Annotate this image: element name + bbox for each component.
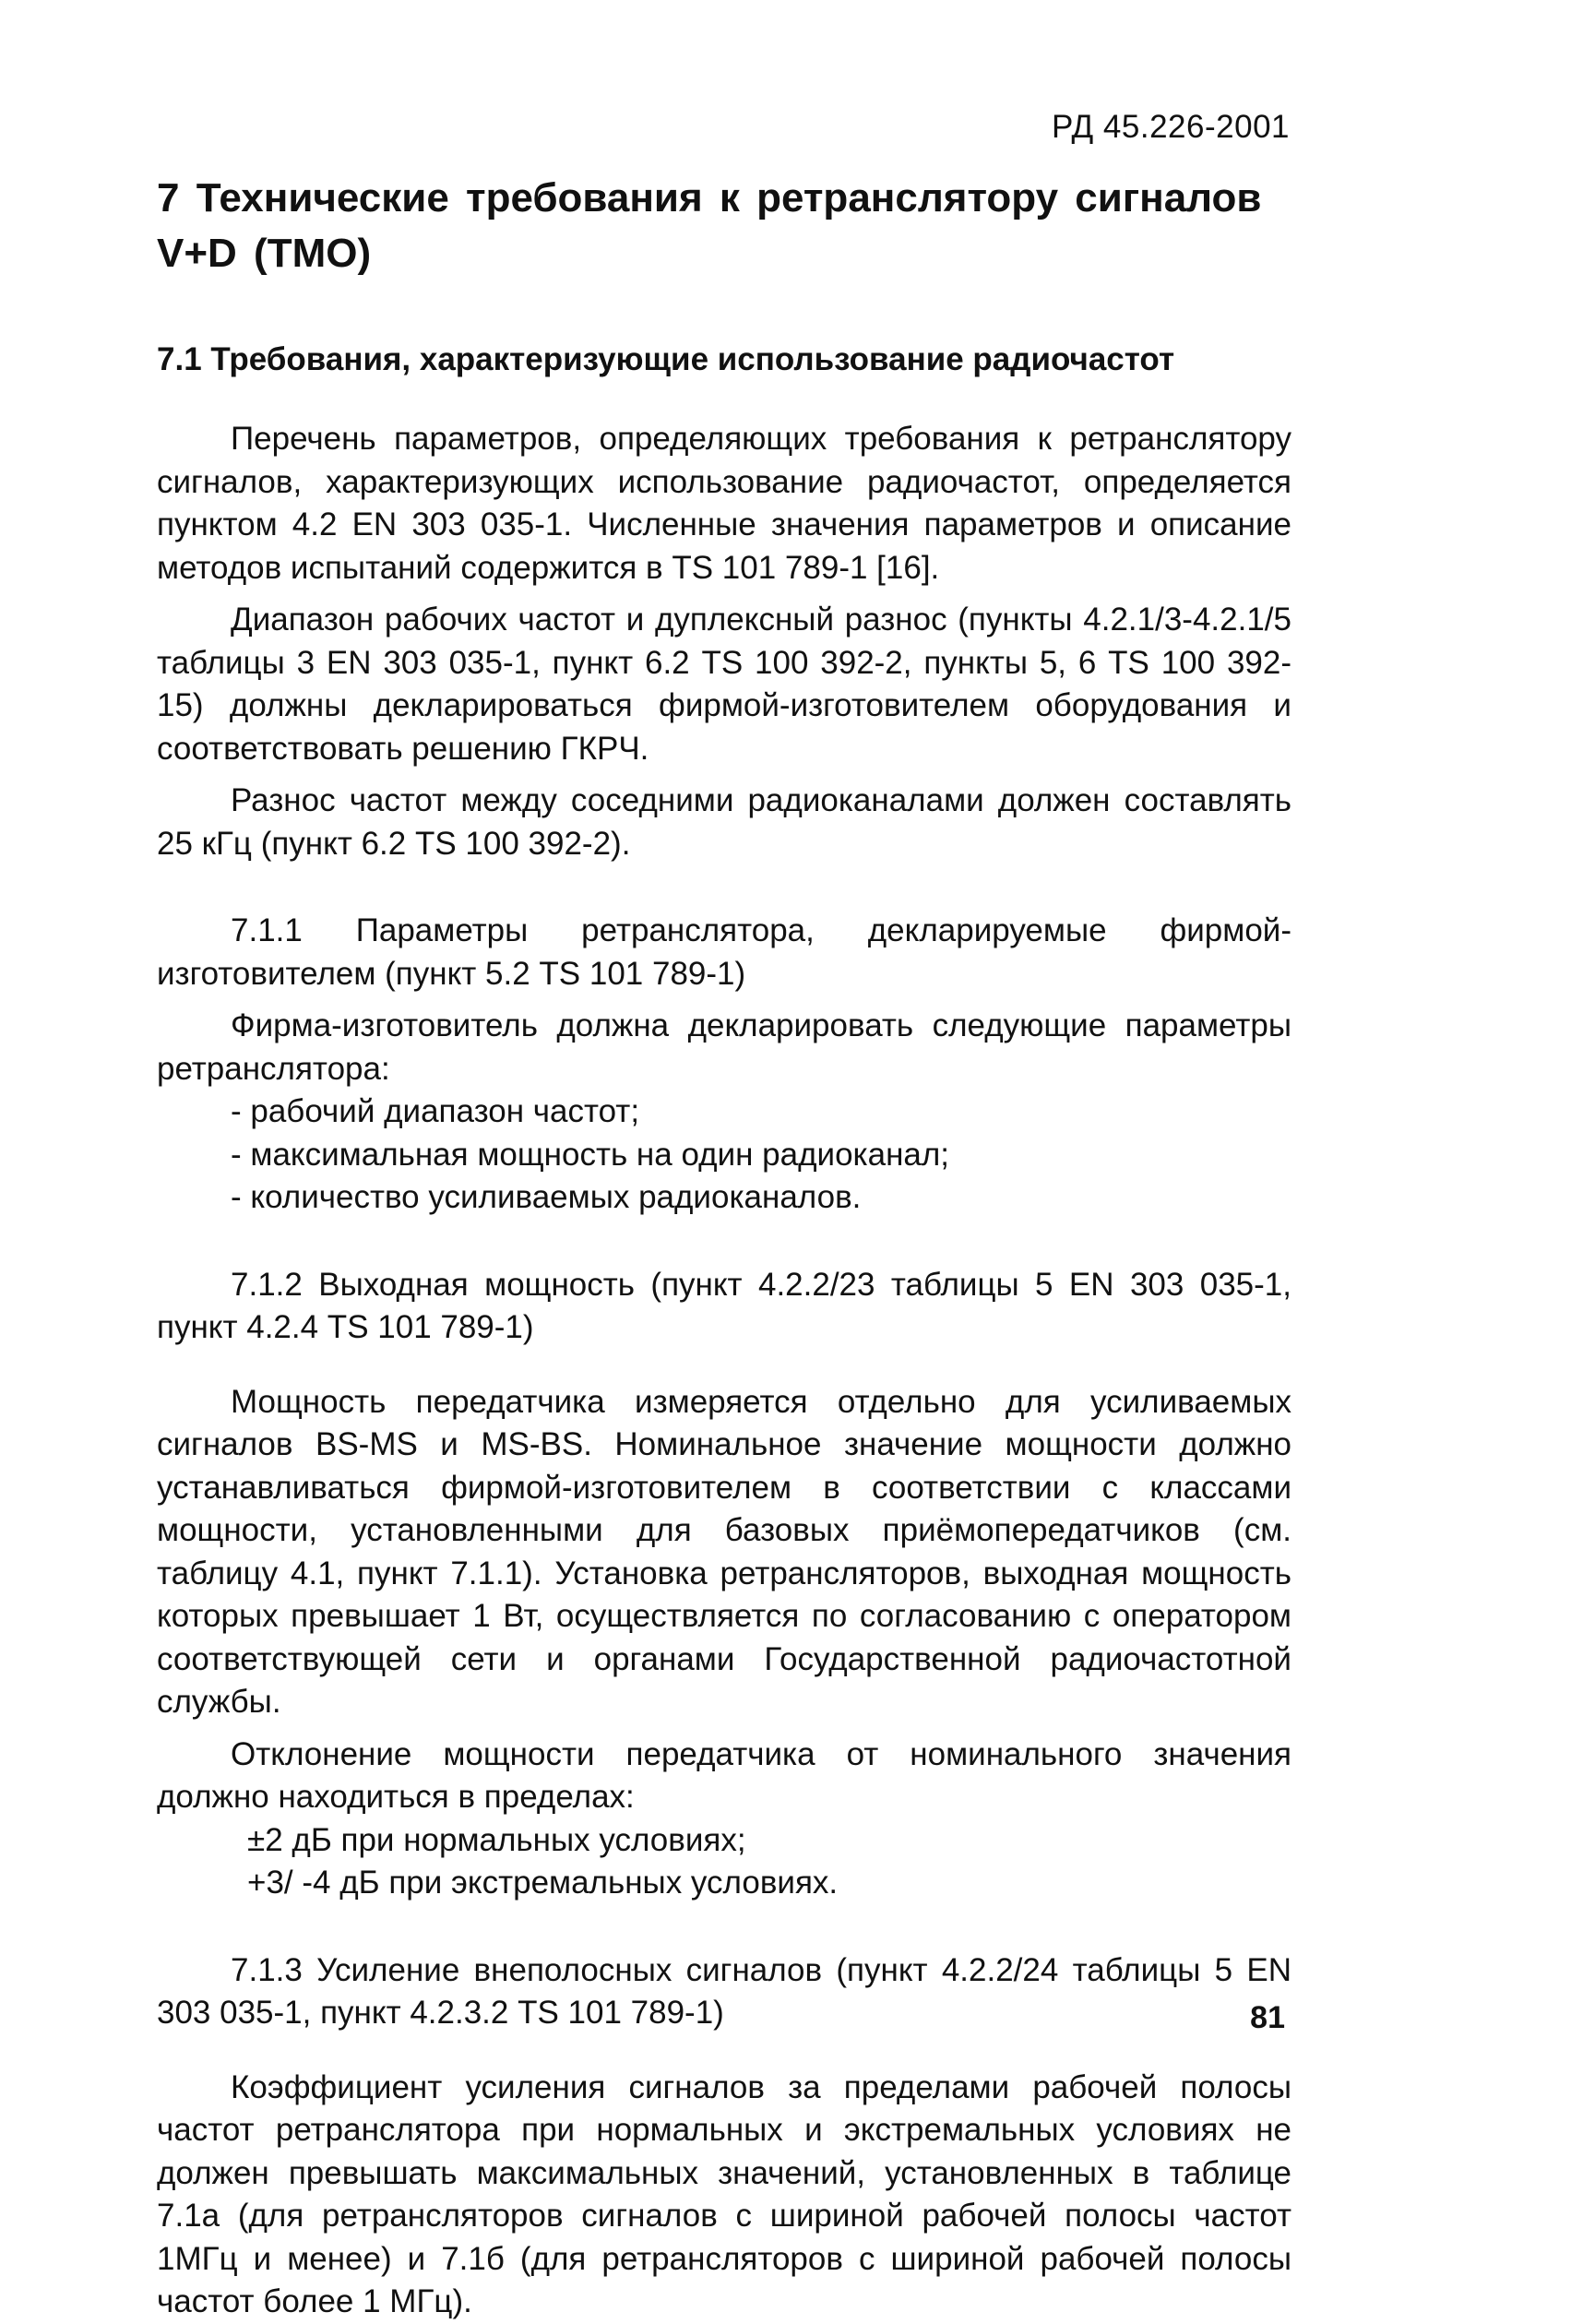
clause-7-1-2-title: 7.1.2 Выходная мощность (пункт 4.2.2/23 таблицы 5 EN 303 035-1, пункт 4.2.4 TS 101 789-1)	[157, 1266, 1291, 1345]
list-item: - максимальная мощность на один радиоканал;	[231, 1136, 950, 1173]
clause-7-1-1-intro: Фирма-изготовитель должна декларировать следующие параметры ретранслятора:	[157, 1007, 1291, 1087]
clause-7-1-3-title: 7.1.3 Усиление внеполосных сигналов (пункт 4.2.2/24 таблицы 5 EN 303 035-1, пункт 4.2.3.2 TS 101 789-1)	[157, 1951, 1291, 2031]
page-number: 81	[1250, 2000, 1285, 2035]
tolerance-normal: ±2 дБ при нормальных условиях;	[247, 1821, 746, 1858]
tolerance-extreme: +3/ -4 дБ при экстремальных условиях.	[247, 1865, 839, 1901]
list-item: - рабочий диапазон частот;	[231, 1093, 640, 1129]
page-content	[157, 161, 1291, 2324]
paragraph-channel-spacing: Разнос частот между соседними радиоканалами должен составлять 25 кГц (пункт 6.2 TS 100 392-2).	[157, 782, 1291, 862]
clause-7-1-3-paragraph: Коэффициент усиления сигналов за пределами рабочей полосы частот ретранслятора при нормальных и экстремальных условиях не должен превышать максимальных значений, установленных в таблице 7.1а (для ретрансляторов сигналов с шириной рабочей полосы частот 1МГц и менее) и 7.1б (для ретрансляторов с шириной рабочей полосы частот более 1 МГц).	[157, 2068, 1291, 2319]
clause-7-1-2-paragraph-power: Мощность передатчика измеряется отдельно для усиливаемых сигналов BS-MS и MS-BS. Номинальное значение мощности должно устанавливаться фирмой-изготовителем в соответствии с классами мощности, установленными для базовых приёмопередатчиков (см. таблицу 4.1, пункт 7.1.1). Установка ретрансляторов, выходная мощность которых превышает 1 Вт, осуществляется по согласованию с оператором соответствующей сети и органами Государственной радиочастотной службы.	[157, 1383, 1291, 1720]
document-code: РД 45.226-2001	[1052, 109, 1290, 145]
list-item: - количество усиливаемых радиоканалов.	[231, 1179, 862, 1215]
section-heading: 7 Технические требования к ретранслятору сигналов V+D (TMO)	[157, 175, 1262, 276]
clause-7-1-2-paragraph-deviation: Отклонение мощности передатчика от номинального значения должно находиться в пределах:	[157, 1735, 1291, 1815]
paragraph-frequency-range: Диапазон рабочих частот и дуплексный разнос (пункты 4.2.1/3-4.2.1/5 таблицы 3 EN 303 035-1, пункт 6.2 TS 100 392-2, пункты 5, 6 TS 100 392-15) должны декларироваться фирмой-изготовителем оборудования и соответствовать решению ГКРЧ.	[157, 602, 1291, 767]
paragraph-parameters-list: Перечень параметров, определяющих требования к ретранслятору сигналов, характеризующих использование радиочастот, определяется пунктом 4.2 EN 303 035-1. Численные значения параметров и описание методов испытаний содержится в TS 101 789-1 [16].	[157, 421, 1291, 586]
subsection-heading: 7.1 Требования, характеризующие использование радиочастот	[157, 341, 1175, 377]
clause-7-1-1-title: 7.1.1 Параметры ретранслятора, декларируемые фирмой-изготовителем (пункт 5.2 TS 101 789-1)	[157, 912, 1291, 992]
